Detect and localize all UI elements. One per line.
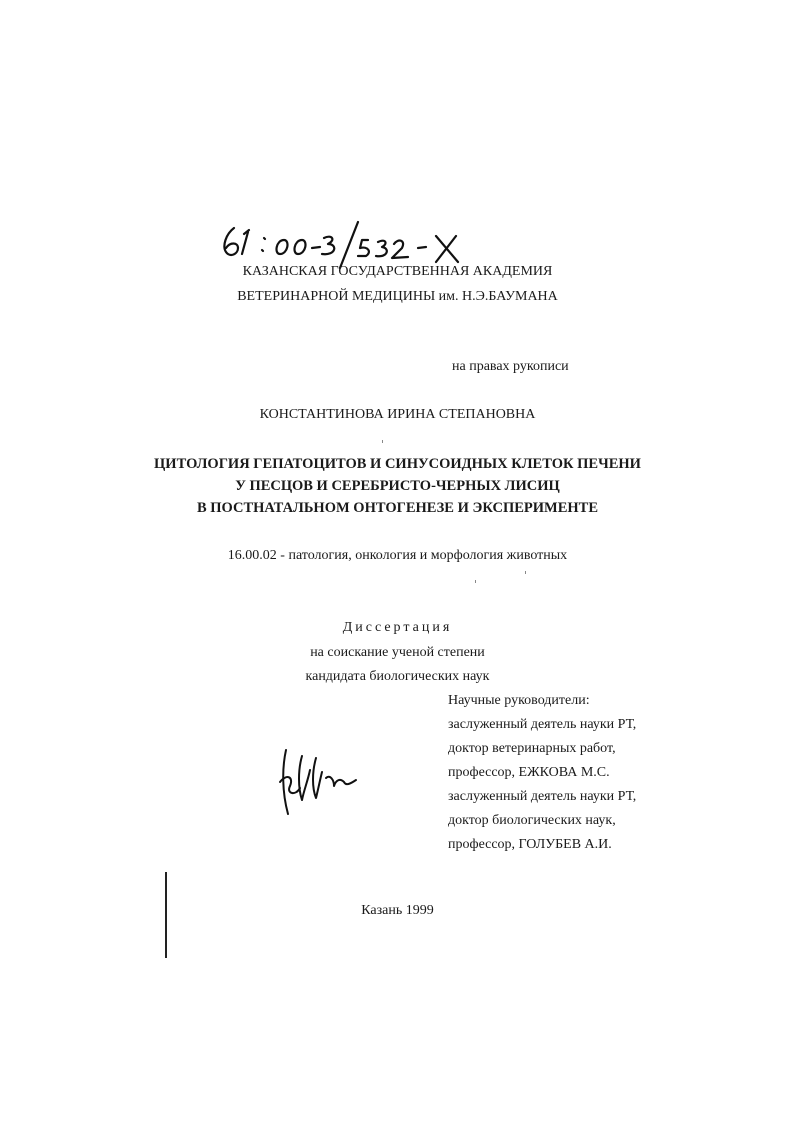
supervisors-heading: Научные руководители: [448, 693, 590, 708]
institution-line-1: КАЗАНСКАЯ ГОСУДАРСТВЕННАЯ АКАДЕМИЯ [242, 264, 553, 279]
supervisor-line: заслуженный деятель науки РТ, [448, 717, 637, 732]
handwritten-catalog-code [218, 218, 478, 270]
author-name: КОНСТАНТИНОВА ИРИНА СТЕПАНОВНА [259, 407, 536, 422]
dissertation-heading: Диссертация [342, 620, 453, 635]
supervisor-line: доктор ветеринарных работ, [448, 741, 616, 756]
title-line-3: В ПОСТНАТАЛЬНОМ ОНТОГЕНЕЗЕ И ЭКСПЕРИМЕНТЕ [196, 500, 599, 516]
scan-speck [475, 580, 476, 583]
supervisor-line: заслуженный деятель науки РТ, [448, 789, 637, 804]
supervisor-line: профессор, ЕЖКОВА М.С. [448, 765, 610, 780]
scan-speck [525, 571, 526, 574]
title-line-2: У ПЕСЦОВ И СЕРЕБРИСТО-ЧЕРНЫХ ЛИСИЦ [235, 478, 560, 494]
supervisor-line: доктор биологических наук, [448, 813, 616, 828]
degree-line-2: кандидата биологических наук [305, 669, 490, 684]
institution-line-2: ВЕТЕРИНАРНОЙ МЕДИЦИНЫ им. Н.Э.БАУМАНА [237, 289, 558, 304]
scan-speck [382, 440, 383, 443]
scan-artifact-line [165, 872, 167, 958]
title-line-1: ЦИТОЛОГИЯ ГЕПАТОЦИТОВ И СИНУСОИДНЫХ КЛЕТОК ПЕЧЕНИ [154, 456, 641, 472]
city-year: Казань 1999 [361, 903, 434, 918]
degree-line-1: на соискание ученой степени [310, 645, 485, 660]
manuscript-rights: на правах рукописи [452, 359, 569, 374]
supervisor-line: профессор, ГОЛУБЕВ А.И. [448, 837, 612, 852]
specialty-code: 16.00.02 - патология, онкология и морфология животных [227, 548, 568, 563]
handwritten-signature [272, 740, 362, 820]
